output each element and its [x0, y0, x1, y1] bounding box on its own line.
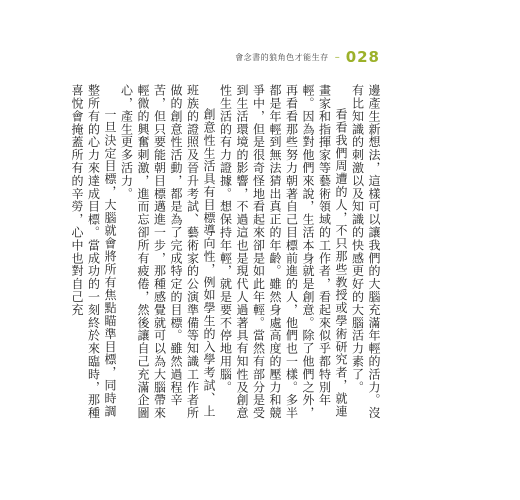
page-number: 028 — [345, 48, 380, 66]
vertical-body-text — [70, 84, 382, 429]
header-dash: – — [334, 51, 340, 63]
paragraph-3: 創意性生活具有目標導向性，例如學生的入學考試、上班族的證照及晉升考試、藝術家的公演準備等知識工作者所做的創意性活動，都是為了完成特定的目標。雖然過程辛苦，但只要能朝目標邁進一步，那種感覺就可以為大腦帶來輕微的興奮刺激，進而忘卻所有疲倦，然後讓自己充滿企圖心，產生更多活力。 — [119, 84, 216, 420]
paragraph-1: 邊產生新想法，這樣可以讓我們的大腦充滿年輕的活力。沒有比知識的刺激以及知識的快感更好的大腦活力素了。 — [350, 84, 381, 420]
paragraph-2: 看看我們周遭的人，不只那些教授或學術研究者，就連畫家和指揮家等藝術領域的工作者，看起來似乎都特別年輕。因為對他們來說，生活本身就是創意。除了他們之外，再看看那些努力朝著自己目標前進的人，他們也一樣。多半都是年輕到無法猜出真正的年齡。雖然身處高度的壓力和競爭中，但是很奇怪地看起來卻是如此年輕。當然有部分是受到生活環境的影響，不過這也是現代人過著具有知性及創意性生活的有力證據。想保持年輕，就是要不停地用腦。 — [218, 84, 348, 420]
paragraph-4: 一旦決定目標，大腦就會將所有焦點瞄準目標，同時調整所有的心力來達成目標。當成功的一刻終於來臨時，那種喜悅會掩蓋所有的辛勞，心中也對自己充 — [70, 84, 117, 420]
book-title: 會念書的狼角色才能生存 — [235, 52, 329, 62]
running-header — [235, 48, 380, 66]
